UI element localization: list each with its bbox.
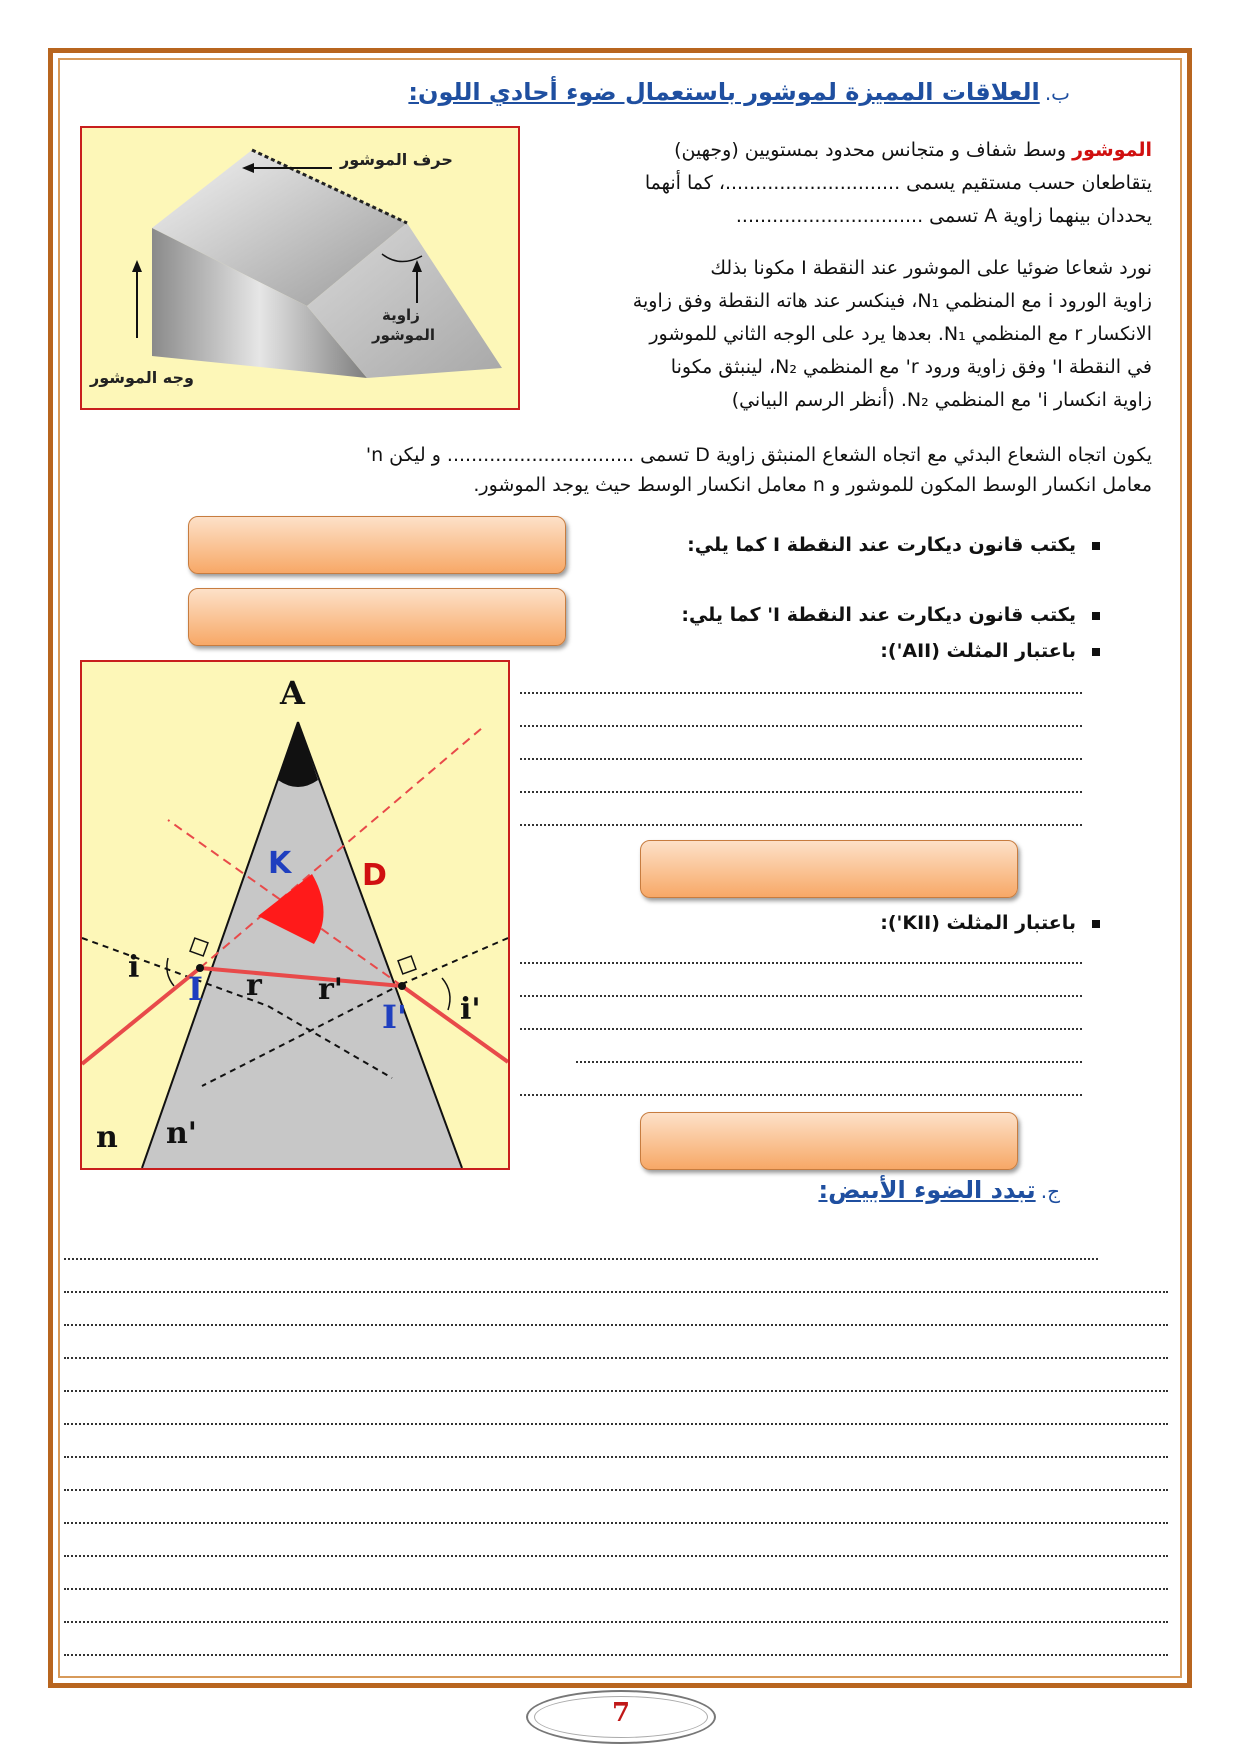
section-b-marker: ب. <box>1044 81 1070 105</box>
answer-line[interactable] <box>64 1489 1168 1491</box>
label-I: I <box>188 970 203 1008</box>
incident-ray <box>82 968 200 1064</box>
definition-line-3: يحددان بينهما زاوية A تسمى ............................... <box>735 205 1152 227</box>
right-angle-mark-I <box>190 938 208 956</box>
apex-angle-mark <box>278 722 318 787</box>
bullet-triangle-AII <box>600 640 1100 662</box>
label-prism-face: وجه الموشور <box>90 368 194 387</box>
label-apex-A: A <box>280 674 305 712</box>
right-angle-mark-I-prime <box>398 956 416 974</box>
answer-box-triangle-AII[interactable] <box>640 840 1018 898</box>
angle-i-prime-arc <box>442 978 450 1010</box>
answer-box-descartes-I-prime[interactable] <box>188 588 566 646</box>
prism-photo <box>80 126 520 410</box>
bullet-square <box>1092 542 1100 550</box>
incidence-line-1: نورد شعاعا ضوئيا على الموشور عند النقطة I مكونا بذلك <box>710 257 1152 279</box>
deviation-line-1: يكون اتجاه الشعاع البدئي مع اتجاه الشعاع المنبثق زاوية D تسمى ............................... و ليكن n' <box>365 444 1152 466</box>
deviation-line-2: معامل انكسار الوسط المكون للموشور و n معامل انكسار الوسط حيث يوجد الموشور. <box>473 474 1152 496</box>
answer-line[interactable] <box>64 1654 1168 1656</box>
section-b-title: العلاقات المميزة لموشور باستعمال ضوء أحادي اللون: <box>408 78 1040 106</box>
face-arrowhead <box>132 260 142 272</box>
answer-line[interactable] <box>64 1258 1098 1260</box>
answer-line[interactable] <box>64 1522 1168 1524</box>
answer-line[interactable] <box>520 824 1082 826</box>
deviation-paragraph <box>80 440 1152 500</box>
label-K: K <box>268 846 292 881</box>
answer-line[interactable] <box>64 1423 1168 1425</box>
answer-box-descartes-I[interactable] <box>188 516 566 574</box>
bullet-descartes-I-prime-text: يكتب قانون ديكارت عند النقطة I' كما يلي: <box>681 604 1076 626</box>
answer-line[interactable] <box>520 692 1082 694</box>
label-i: i <box>128 950 140 985</box>
section-c-title: تبدد الضوء الأبيض: <box>818 1176 1036 1204</box>
label-prism-angle-1: زاوية <box>382 306 420 324</box>
definition-paragraph <box>540 134 1152 233</box>
answer-box-triangle-KII[interactable] <box>640 1112 1018 1170</box>
section-b-heading <box>380 78 1070 106</box>
label-n: n <box>96 1120 118 1155</box>
answer-line[interactable] <box>64 1456 1168 1458</box>
prism-triangle <box>142 722 462 1168</box>
answer-line[interactable] <box>520 995 1082 997</box>
prism-ray-diagram <box>80 660 510 1170</box>
bullet-triangle-KII-text: باعتبار المثلث (KII'): <box>880 912 1076 934</box>
incidence-line-3: الانكسار r مع المنظمي N₁. بعدها يرد على الوجه الثاني للموشور <box>649 323 1152 345</box>
answer-line[interactable] <box>64 1390 1168 1392</box>
incidence-line-2: زاوية الورود i مع المنظمي N₁، فينكسر عند هاته النقطة وفق زاوية <box>632 290 1152 312</box>
section-c-heading <box>600 1176 1060 1204</box>
bullet-square <box>1092 612 1100 620</box>
term-prism: الموشور <box>1072 139 1152 161</box>
definition-line-2: يتقاطعان حسب مستقيم يسمى .............................، كما أنهما <box>644 172 1152 194</box>
answer-line[interactable] <box>520 725 1082 727</box>
answer-line[interactable] <box>64 1324 1168 1326</box>
bullet-descartes-I-prime <box>600 604 1100 626</box>
answer-line[interactable] <box>520 758 1082 760</box>
answer-line[interactable] <box>520 1028 1082 1030</box>
answer-line[interactable] <box>64 1621 1168 1623</box>
bullet-triangle-AII-text: باعتبار المثلث (AII'): <box>880 640 1076 662</box>
angle-i-arc <box>167 958 174 986</box>
prism-illustration <box>82 128 518 408</box>
bullet-square <box>1092 648 1100 656</box>
bullet-descartes-I <box>600 534 1100 556</box>
label-r: r <box>246 968 262 1003</box>
answer-line[interactable] <box>520 1094 1082 1096</box>
label-I-prime: I' <box>382 998 407 1036</box>
answer-line[interactable] <box>64 1588 1168 1590</box>
label-prism-angle-2: الموشور <box>372 326 436 344</box>
answer-line[interactable] <box>64 1357 1168 1359</box>
label-i-prime: i' <box>460 992 481 1027</box>
section-c-marker: ج. <box>1040 1179 1060 1203</box>
answer-line[interactable] <box>64 1291 1168 1293</box>
bullet-descartes-I-text: يكتب قانون ديكارت عند النقطة I كما يلي: <box>687 534 1076 556</box>
answer-line[interactable] <box>520 791 1082 793</box>
ray-diagram-svg <box>82 662 508 1168</box>
bullet-square <box>1092 920 1100 928</box>
answer-line[interactable] <box>64 1555 1168 1557</box>
point-I-prime <box>398 982 406 990</box>
page-number: 7 <box>611 1698 631 1728</box>
definition-line-1 <box>540 134 1152 167</box>
definition-line-1-text: وسط شفاف و متجانس محدود بمستويين (وجهين) <box>674 139 1067 161</box>
answer-line[interactable] <box>520 962 1082 964</box>
incidence-line-5: زاوية انكسار i' مع المنظمي N₂. (أنظر الرسم البياني) <box>731 389 1152 411</box>
incidence-paragraph <box>540 252 1152 417</box>
label-prism-edge: حرف الموشور <box>340 150 453 169</box>
label-D: D <box>362 858 387 893</box>
answer-line[interactable] <box>576 1061 1082 1063</box>
normal-N2-outer <box>402 938 508 984</box>
label-r-prime: r' <box>318 972 343 1007</box>
incidence-line-4: في النقطة I' وفق زاوية ورود r' مع المنظمي N₂، لينبثق مكونا <box>670 356 1152 378</box>
label-n-prime: n' <box>166 1116 197 1151</box>
bullet-triangle-KII <box>600 912 1100 934</box>
